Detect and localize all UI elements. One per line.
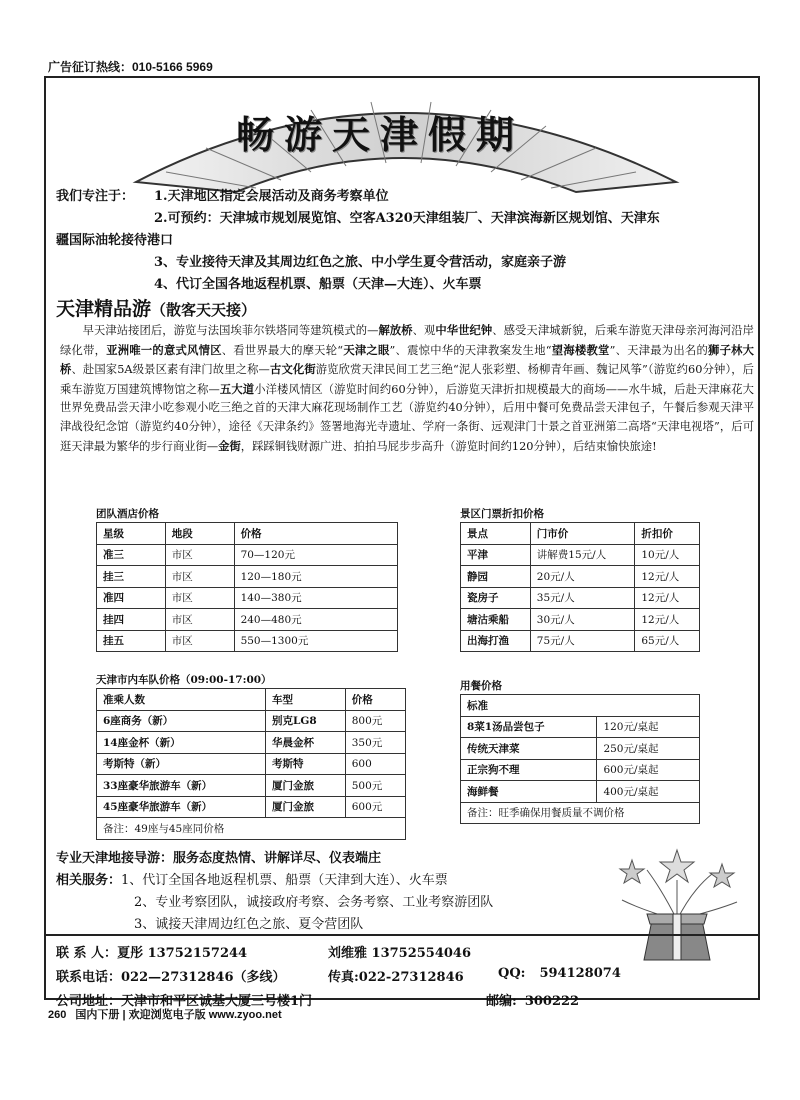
hotel-header: 地段 — [165, 523, 234, 545]
intro-text: 、观 — [412, 324, 436, 337]
tour-intro — [60, 321, 754, 456]
tickets-label: 景区门票折扣价格 — [460, 508, 544, 520]
contact-zip-label: 邮编: — [486, 994, 517, 1009]
contact-zip: 300222 — [524, 994, 580, 1009]
intro-highlight: 中华世纪钟 — [435, 323, 493, 337]
table-note-row — [97, 818, 406, 840]
footer-divider: | — [122, 1009, 129, 1021]
vehicles-header: 准乘人数 — [97, 689, 266, 711]
intro-text: ”、震惊中华的天津教案发生地“ — [389, 343, 552, 357]
hotel-header: 价格 — [234, 523, 397, 545]
footer-url[interactable]: www.zyoo.net — [208, 1009, 282, 1021]
intro-text: 、感受天津城新貌，后乘车游览天津母亲河海河沿岸绿化带， — [60, 324, 754, 357]
table-row: 准四 市区 140—380元 — [97, 587, 398, 609]
banner-title: 畅游天津假期 — [236, 112, 525, 157]
focus-item: 3、专业接待天津及其周边红色之旅、中小学生夏令营活动，家庭亲子游 — [154, 255, 567, 270]
service-item: 2、专业考察团队，诚接政府考察、会务考察、工业考察游团队 — [134, 895, 494, 910]
focus-item: 2.可预约：天津城市规划展览馆、空客A320天津组装厂、天津滨海新区规划馆、天津东 — [154, 211, 660, 226]
services-lead: 相关服务： — [56, 873, 122, 888]
services-headline: 专业天津地接导游：服务态度热情、讲解详尽、仪表端庄 — [56, 851, 382, 866]
vehicles-label: 天津市内车队价格（09:00-17:00） — [96, 674, 272, 686]
intro-highlight: 狮子林大桥 — [60, 342, 754, 377]
table-row: 挂五 市区 550—1300元 — [97, 630, 398, 652]
ad-hotline: 广告征订热线：010-5166 5969 — [48, 60, 213, 74]
intro-text: 早天津站接团后，游览与法国埃菲尔铁塔同等建筑模式的— — [82, 324, 379, 337]
table-row: 正宗狗不理 600元/桌起 — [461, 759, 700, 781]
intro-text: 、看世界最大的摩天轮“ — [221, 343, 344, 357]
services-block — [56, 848, 493, 936]
table-row: 45座豪华旅游车（新） 厦门金旅 600元 — [97, 796, 406, 818]
table-row: 挂四 市区 240—480元 — [97, 609, 398, 631]
focus-lead: 我们专注于： — [56, 189, 135, 204]
vehicles-header: 车型 — [265, 689, 345, 711]
intro-highlight: 解放桥 — [378, 323, 413, 337]
table-row: 瓷房子 35元/人 12元/人 — [461, 587, 700, 609]
table-row: 挂三 市区 120—180元 — [97, 566, 398, 588]
table-row: 出海打渔 75元/人 65元/人 — [461, 630, 700, 652]
table-row: 考斯特（新） 考斯特 600 — [97, 753, 406, 775]
contact-qq-label: QQ: — [498, 966, 526, 981]
intro-text: ”、天津最为出名的 — [609, 343, 709, 357]
tour-subtitle: （散客天天接） — [151, 302, 257, 319]
meals-label: 用餐价格 — [460, 680, 502, 692]
footer-slogan: 欢迎浏览电子版 — [128, 1009, 206, 1021]
table-row: 6座商务（新） 别克LG8 800元 — [97, 710, 406, 732]
table-row: 14座金杯（新） 华晨金杯 350元 — [97, 732, 406, 754]
table-row: 平津 讲解费15元/人 10元/人 — [461, 544, 700, 566]
focus-item: 1.天津地区指定会展活动及商务考察单位 — [154, 189, 389, 204]
hotel-header: 星级 — [97, 523, 166, 545]
table-note-row — [461, 802, 700, 824]
tickets-header: 景点 — [461, 523, 531, 545]
tour-title-main: 天津精品游 — [56, 299, 152, 320]
vehicles-table — [96, 688, 406, 840]
contact-phone: 022—27312846（多线） — [121, 970, 286, 985]
service-item: 1、代订全国各地返程机票、船票（天津到大连）、火车票 — [121, 873, 448, 888]
contact-person-1: 夏彤 13752157244 — [117, 946, 248, 961]
hotel-label: 团队酒店价格 — [96, 508, 159, 520]
tickets-header: 折扣价 — [635, 523, 700, 545]
intro-text: 小洋楼风情区（游览时间约60分钟），后游览天津折扣规模最大的商场——水牛城，后赴天津麻花大世界免费品尝天津小吃参观小吃三绝之首的天津大麻花现场制作工艺（游览约40分钟），后用中餐可免费品尝天津包子，午餐后参观天津平津战役纪念馆（游览约40分钟），途径《天津条约》签署地海光寺遗址、学府一条街、远观津门十景之首亚洲第二高塔“天津电视塔”，后可逛天津最为繁华的步行商业街— — [60, 382, 754, 453]
intro-text: 、赴国家5A级景区素有津门故里之称— — [71, 363, 270, 377]
tickets-header: 门市价 — [530, 523, 635, 545]
tickets-table — [460, 522, 700, 652]
contact-person-label: 联 系 人： — [56, 946, 118, 961]
table-row: 33座豪华旅游车（新） 厦门金旅 500元 — [97, 775, 406, 797]
vehicles-note: 备注：49座与45座同价格 — [97, 818, 406, 840]
footer-section: 国内下册 — [75, 1009, 120, 1021]
intro-text: 游览欣赏天津民间工艺三绝“泥人张彩塑、杨柳青年画、魏记风筝”（游览约60分钟），后乘车游览万国建筑博物馆之称— — [60, 363, 754, 396]
focus-list — [56, 186, 756, 296]
table-row: 准三 市区 70—120元 — [97, 544, 398, 566]
intro-highlight: 天津之眼 — [343, 342, 390, 357]
intro-highlight: 亚洲唯一的意式风情区 — [106, 342, 222, 357]
vehicles-header: 价格 — [345, 689, 405, 711]
intro-highlight: 古文化街 — [269, 362, 316, 377]
contact-phone-label: 联系电话： — [56, 970, 122, 985]
table-row: 海鲜餐 400元/桌起 — [461, 781, 700, 803]
intro-highlight: 五大道 — [219, 381, 255, 396]
meals-table — [460, 694, 700, 824]
tour-title — [56, 294, 256, 321]
contact-address: 天津市和平区诚基大厦三号楼1门 — [121, 994, 313, 1009]
intro-highlight: 金街 — [218, 438, 241, 453]
meals-note: 备注：旺季确保用餐质量不调价格 — [461, 802, 700, 824]
service-item: 3、诚接天津周边红色之旅、夏令营团队 — [134, 917, 364, 932]
focus-item: 疆国际油轮接待港口 — [56, 233, 174, 248]
page-footer — [48, 1006, 282, 1022]
page-number: 260 — [48, 1009, 67, 1021]
intro-text: ，踩踩铜钱财源广进、拍拍马屁步步高升（游览时间约120分钟），后结束愉快旅途! — [240, 439, 657, 453]
contact-block — [46, 934, 758, 1009]
page-frame — [44, 76, 760, 1009]
gift-box-illustration — [602, 840, 752, 970]
contact-address-label: 公司地址： — [56, 994, 122, 1009]
table-row: 塘沽乘船 30元/人 12元/人 — [461, 609, 700, 631]
contact-qq: 594128074 — [539, 966, 621, 981]
contact-person-2: 刘维雅 13752554046 — [328, 946, 472, 961]
table-row: 静园 20元/人 12元/人 — [461, 566, 700, 588]
meals-header: 标准 — [461, 695, 700, 717]
fan-banner — [106, 84, 696, 194]
hotel-table — [96, 522, 398, 652]
table-row: 8菜1汤品尝包子 120元/桌起 — [461, 716, 700, 738]
contact-fax: 传真:022-27312846 — [328, 970, 464, 985]
table-row: 传统天津菜 250元/桌起 — [461, 738, 700, 760]
intro-highlight: 望海楼教堂 — [551, 342, 610, 357]
focus-item: 4、代订全国各地返程机票、船票（天津—大连）、火车票 — [154, 277, 482, 292]
